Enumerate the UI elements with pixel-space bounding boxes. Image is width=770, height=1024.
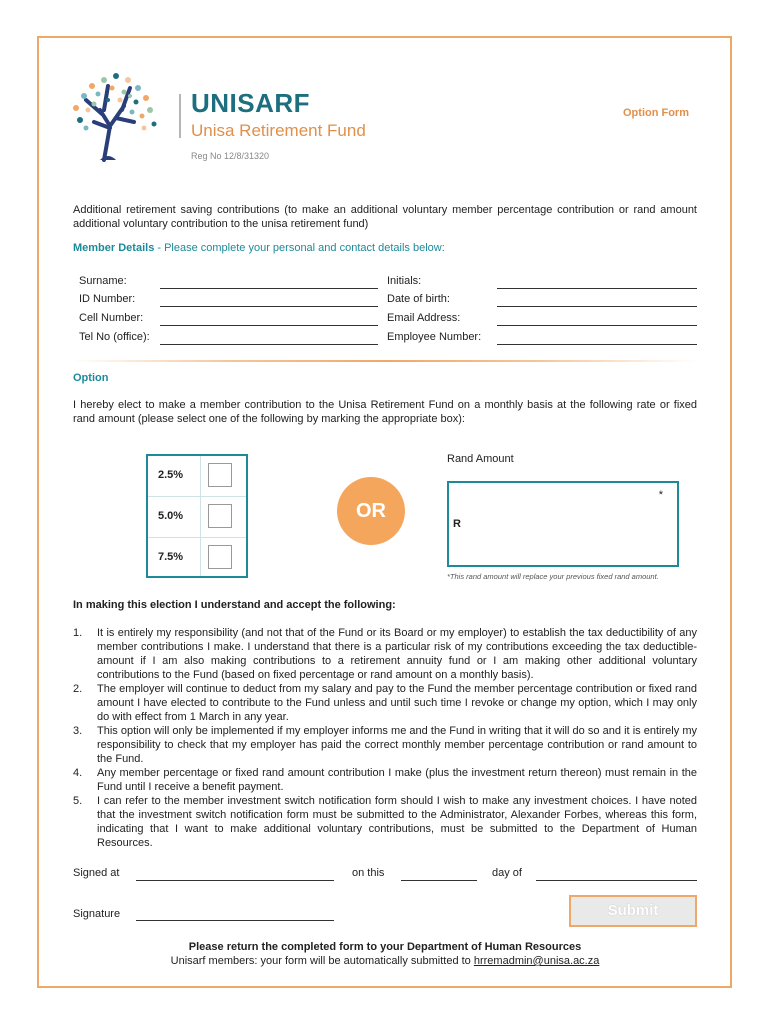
percentage-row (148, 456, 246, 496)
list-item (73, 724, 697, 766)
dob-label: Date of birth: (387, 293, 450, 305)
terms-list (73, 626, 697, 850)
month-field[interactable] (536, 880, 697, 881)
on-this-label: on this (352, 867, 385, 879)
id-number-field[interactable] (160, 306, 378, 307)
checkbox-7-5[interactable] (208, 545, 232, 569)
initials-field[interactable] (497, 288, 697, 289)
percentage-row (148, 538, 246, 578)
list-item (73, 766, 697, 794)
term-text: This option will only be implemented if my employer informs me and the Fund in writing that it will do so and it is entirely my responsibility to check that my employer has paid the correct monthly member percentage contribution or rand amount to the Fund. (97, 725, 697, 765)
brand-title: UNISARF (191, 88, 311, 118)
brand-subtitle: Unisa Retirement Fund (191, 121, 366, 140)
percentage-label: 2.5% (158, 469, 184, 481)
cell-number-field[interactable] (160, 325, 378, 326)
rand-note: *This rand amount will replace your previous fixed rand amount. (447, 572, 659, 581)
signed-at-label: Signed at (73, 867, 120, 879)
day-of-label: day of (492, 867, 522, 879)
footer (73, 940, 697, 968)
form-name: Option Form (623, 107, 689, 119)
or-badge: OR (337, 477, 405, 545)
signature-label: Signature (73, 908, 121, 920)
tel-office-label: Tel No (office): (79, 331, 150, 343)
terms-heading: In making this election I understand and accept the following: (73, 599, 396, 611)
employee-number-label: Employee Number: (387, 331, 482, 343)
rand-prefix: R (453, 518, 461, 530)
tree-logo-icon (64, 66, 164, 162)
rand-asterisk: * (658, 489, 663, 501)
percentage-label: 7.5% (158, 551, 184, 563)
footer-instruction: Please return the completed form to your Department of Human Resources (188, 941, 582, 953)
signed-at-field[interactable] (136, 880, 334, 881)
id-number-label: ID Number: (79, 293, 136, 305)
section-divider (73, 360, 697, 362)
surname-label: Surname: (79, 275, 127, 287)
percentage-options (146, 454, 248, 578)
percentage-row (148, 497, 246, 537)
term-text: I can refer to the member investment switch notification form should I wish to make any investment choices. I have noted that the investment switch notification form must be submitted to the Administrator, Alexander Forbes, whereas this form, indicating that I want to make additional voluntary contributions, must be submitted to the Department of Human Resources. (97, 795, 697, 849)
header-divider (179, 94, 181, 138)
email-label: Email Address: (387, 312, 461, 324)
list-item (73, 682, 697, 724)
email-field[interactable] (497, 325, 697, 326)
checkbox-2-5[interactable] (208, 463, 232, 487)
term-number: 2. (73, 683, 83, 695)
footer-email-line (73, 954, 697, 968)
option-heading: Option (73, 372, 109, 384)
day-field[interactable] (401, 880, 477, 881)
initials-label: Initials: (387, 275, 422, 287)
cell-number-label: Cell Number: (79, 312, 144, 324)
list-item (73, 794, 697, 850)
reg-number: Reg No 12/8/31320 (191, 151, 270, 161)
surname-field[interactable] (160, 288, 378, 289)
footer-email-prefix: Unisarf members: your form will be automatically submitted to (170, 955, 474, 967)
employee-number-field[interactable] (497, 344, 697, 345)
checkbox-5-0[interactable] (208, 504, 232, 528)
term-number: 3. (73, 725, 83, 737)
term-text: The employer will continue to deduct from my salary and pay to the Fund the member percentage contribution or fixed rand amount I have elected to contribute to the Fund unless and until such time I revoke or change my option, which I may only do with effect from 1 March in any year. (97, 683, 697, 723)
option-text: I hereby elect to make a member contribution to the Unisa Retirement Fund on a monthly basis at the following rate or fixed rand amount (please select one of the following by marking the appropriate box): (73, 399, 697, 425)
member-details-heading (73, 242, 445, 254)
term-number: 1. (73, 627, 83, 639)
rand-amount-heading: Rand Amount (447, 453, 514, 465)
member-details-instruction: - Please complete your personal and contact details below: (154, 242, 445, 254)
term-number: 4. (73, 767, 83, 779)
submit-button[interactable] (569, 895, 697, 927)
member-details-title: Member Details (73, 242, 155, 254)
term-number: 5. (73, 795, 83, 807)
signature-field[interactable] (136, 920, 334, 921)
term-text: Any member percentage or fixed rand amount contribution I make (plus the investment return thereon) must remain in the Fund until I receive a benefit payment. (97, 767, 697, 793)
term-text: It is entirely my responsibility (and not that of the Fund or its Board or my employer) to establish the tax deductibility of any member contributions I make. I understand that there is a particular risk of my contributions exceeding the tax deductible-amount if I am also making contributions to a retirement annuity fund or I am making other additional voluntary contributions to the Fund (based on fixed percentage or rand amount on a monthly basis). (97, 627, 697, 681)
email-link[interactable]: hrremadmin@unisa.ac.za (473, 955, 600, 967)
intro-text: Additional retirement saving contributions (to make an additional voluntary member percentage contribution or rand amount additional voluntary contribution to the unisa retirement fund) (73, 204, 697, 230)
dob-field[interactable] (497, 306, 697, 307)
tel-office-field[interactable] (160, 344, 378, 345)
submit-label: Submit (607, 902, 659, 919)
percentage-label: 5.0% (158, 510, 184, 522)
list-item (73, 626, 697, 682)
rand-amount-input[interactable] (447, 481, 679, 567)
